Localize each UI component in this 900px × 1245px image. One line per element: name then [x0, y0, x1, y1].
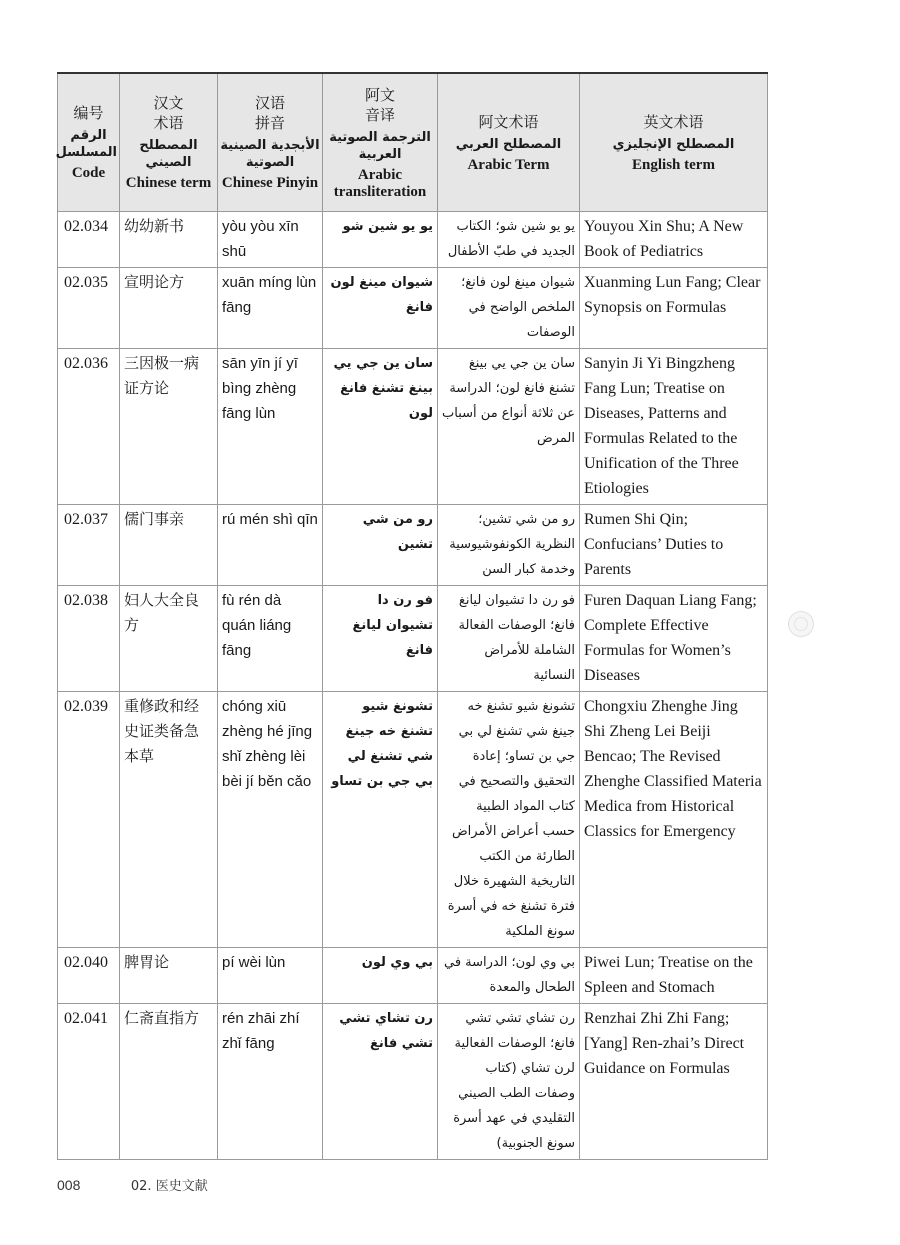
- header-english-term-ar: المصطلح الإنجليزي: [612, 136, 735, 152]
- cell-pinyin: xuān míng lùn fāng: [218, 268, 323, 349]
- header-chinese-term-zh2: 术语: [153, 114, 184, 132]
- section-label: 02. 医史文献: [130, 1179, 208, 1194]
- cell-arabic-term: فو رن دا تشيوان ليانغ فانغ؛ الوصفات الفعالة الشاملة للأمراض النسائية: [438, 586, 580, 692]
- cell-pinyin: chóng xiū zhèng hé jīng shǐ zhèng lèi bèi jí běn cǎo: [218, 692, 323, 948]
- cell-arabic-term: سان ين جي يي بينغ تشنغ فانغ لون؛ الدراسة عن ثلاثة أنواع من أسباب المرض: [438, 349, 580, 505]
- cell-english-term: Furen Daquan Liang Fang; Complete Effective Formulas for Women’s Diseases: [580, 586, 768, 692]
- header-english-term: [580, 73, 768, 212]
- cell-english-term: Piwei Lun; Treatise on the Spleen and Stomach: [580, 948, 768, 1004]
- table-row: [58, 212, 768, 268]
- cell-arabic-translit: رن تشاي تشي تشي فانغ: [323, 1004, 438, 1160]
- table-header: [55, 73, 768, 212]
- header-english-term-en: English term: [632, 156, 715, 173]
- header-pinyin-zh1: 汉语: [254, 94, 285, 112]
- page-footer: [57, 1175, 208, 1194]
- cell-pinyin: yòu yòu xīn shū: [218, 212, 323, 268]
- cell-chinese-term: 妇人大全良方: [120, 586, 218, 692]
- header-code-ar: الرقم المسلسل: [55, 128, 117, 160]
- cell-english-term: Youyou Xin Shu; A New Book of Pediatrics: [580, 212, 768, 268]
- cell-chinese-term: 重修政和经史证类备急本草: [120, 692, 218, 948]
- cell-code: 02.040: [58, 948, 120, 1004]
- cell-chinese-term: 脾胃论: [120, 948, 218, 1004]
- cell-code: 02.036: [58, 349, 120, 505]
- cell-arabic-translit: سان ين جي يي بينغ تشنغ فانغ لون: [323, 349, 438, 505]
- table-row: [58, 268, 768, 349]
- header-chinese-term-en: Chinese term: [125, 175, 212, 191]
- cell-code: 02.034: [58, 212, 120, 268]
- cell-chinese-term: 幼幼新书: [120, 212, 218, 268]
- cell-arabic-translit: يو يو شين شو: [323, 212, 438, 268]
- cell-chinese-term: 三因极一病证方论: [120, 349, 218, 505]
- cell-arabic-translit: فو رن دا تشيوان ليانغ فانغ: [323, 586, 438, 692]
- header-arabic-translit-en: Arabic transliteration: [333, 166, 427, 200]
- cell-english-term: Renzhai Zhi Zhi Fang; [Yang] Ren-zhai’s Direct Guidance on Formulas: [580, 1004, 768, 1160]
- page-edge-seal-icon: [788, 611, 814, 637]
- table-row: [58, 692, 768, 948]
- cell-arabic-translit: بي وي لون: [323, 948, 438, 1004]
- cell-code: 02.039: [58, 692, 120, 948]
- header-arabic-translit-zh2: 音译: [364, 105, 395, 124]
- cell-arabic-term: رن تشاي تشي تشي فانغ؛ الوصفات الفعالية لرن تشاي (كتاب وصفات الطب الصيني التقليدي في عهد أسرة سونغ الجنوبية): [438, 1004, 580, 1160]
- cell-arabic-translit: رو من شي تشين: [323, 505, 438, 586]
- cell-arabic-term: يو يو شين شو؛ الكتاب الجديد في طبّ الأطفال: [438, 212, 580, 268]
- table-row: [58, 1004, 768, 1160]
- header-pinyin-en: Chinese Pinyin: [221, 175, 319, 191]
- header-chinese-term-ar: المصطلح الصيني: [139, 138, 198, 170]
- cell-english-term: Chongxiu Zhenghe Jing Shi Zheng Lei Beiji Bencao; The Revised Zhenghe Classified Materia Medica from Historical Classics for Emergency: [580, 692, 768, 948]
- cell-chinese-term: 仁斋直指方: [120, 1004, 218, 1160]
- cell-code: 02.038: [58, 586, 120, 692]
- cell-english-term: Xuanming Lun Fang; Clear Synopsis on Formulas: [580, 268, 768, 349]
- cell-pinyin: sān yīn jí yī bìng zhèng fāng lùn: [218, 349, 323, 505]
- cell-chinese-term: 儒门事亲: [120, 505, 218, 586]
- cell-pinyin: rén zhāi zhí zhǐ fāng: [218, 1004, 323, 1160]
- header-arabic-translit-zh1: 阿文: [364, 85, 395, 104]
- header-code: [55, 73, 120, 212]
- cell-arabic-translit: تشونغ شيو تشنغ خه جينغ شي تشنغ لي بي جي بن تساو: [323, 692, 438, 948]
- cell-arabic-translit: شيوان مينغ لون فانغ: [323, 268, 438, 349]
- cell-pinyin: fù rén dà quán liáng fāng: [218, 586, 323, 692]
- cell-arabic-term: رو من شي تشين؛ النظرية الكونفوشيوسية وخدمة كبار السن: [438, 505, 580, 586]
- cell-code: 02.037: [58, 505, 120, 586]
- header-arabic-translit-ar: الترجمة الصوتية العربية: [329, 129, 431, 162]
- header-pinyin-zh2: 拼音: [254, 114, 285, 132]
- table-row: [58, 586, 768, 692]
- cell-pinyin: rú mén shì qīn: [218, 505, 323, 586]
- terminology-table: [57, 72, 768, 1160]
- header-pinyin: [218, 73, 323, 212]
- header-english-term-zh: 英文术语: [643, 112, 704, 131]
- header-code-en: Code: [71, 165, 106, 181]
- header-arabic-term-zh: 阿文术语: [478, 112, 539, 131]
- cell-pinyin: pí wèi lùn: [218, 948, 323, 1004]
- cell-code: 02.035: [58, 268, 120, 349]
- page-number: 008: [57, 1177, 81, 1193]
- table-row: [58, 505, 768, 586]
- cell-arabic-term: تشونغ شيو تشنغ خه جينغ شي تشنغ لي بي جي بن تساو؛ إعادة التحقيق والتصحيح في كتاب المواد الطبية حسب أعراض الأمراض الطارئة من الكتب التاريخية الشهيرة خلال فترة تشنغ خه في أسرة سونغ الملكية: [438, 692, 580, 948]
- cell-english-term: Sanyin Ji Yi Bingzheng Fang Lun; Treatise on Diseases, Patterns and Formulas Related to the Unification of the Three Etiologies: [580, 349, 768, 505]
- header-chinese-term-zh1: 汉文: [153, 94, 184, 112]
- table-row: [58, 948, 768, 1004]
- cell-arabic-term: بي وي لون؛ الدراسة في الطحال والمعدة: [438, 948, 580, 1004]
- header-pinyin-ar: الأبجدية الصينية الصوتية: [220, 138, 320, 170]
- header-arabic-translit: [323, 73, 438, 212]
- cell-code: 02.041: [58, 1004, 120, 1160]
- header-chinese-term: [120, 73, 218, 212]
- table-body: [58, 212, 768, 1160]
- cell-english-term: Rumen Shi Qin; Confucians’ Duties to Parents: [580, 505, 768, 586]
- header-code-zh: 编号: [73, 104, 104, 122]
- cell-arabic-term: شيوان مينغ لون فانغ؛ الملخص الواضح في الوصفات: [438, 268, 580, 349]
- header-arabic-term: [438, 73, 580, 212]
- table-row: [58, 349, 768, 505]
- cell-chinese-term: 宣明论方: [120, 268, 218, 349]
- header-arabic-term-ar: المصطلح العربي: [455, 136, 562, 152]
- header-arabic-term-en: Arabic Term: [467, 156, 550, 173]
